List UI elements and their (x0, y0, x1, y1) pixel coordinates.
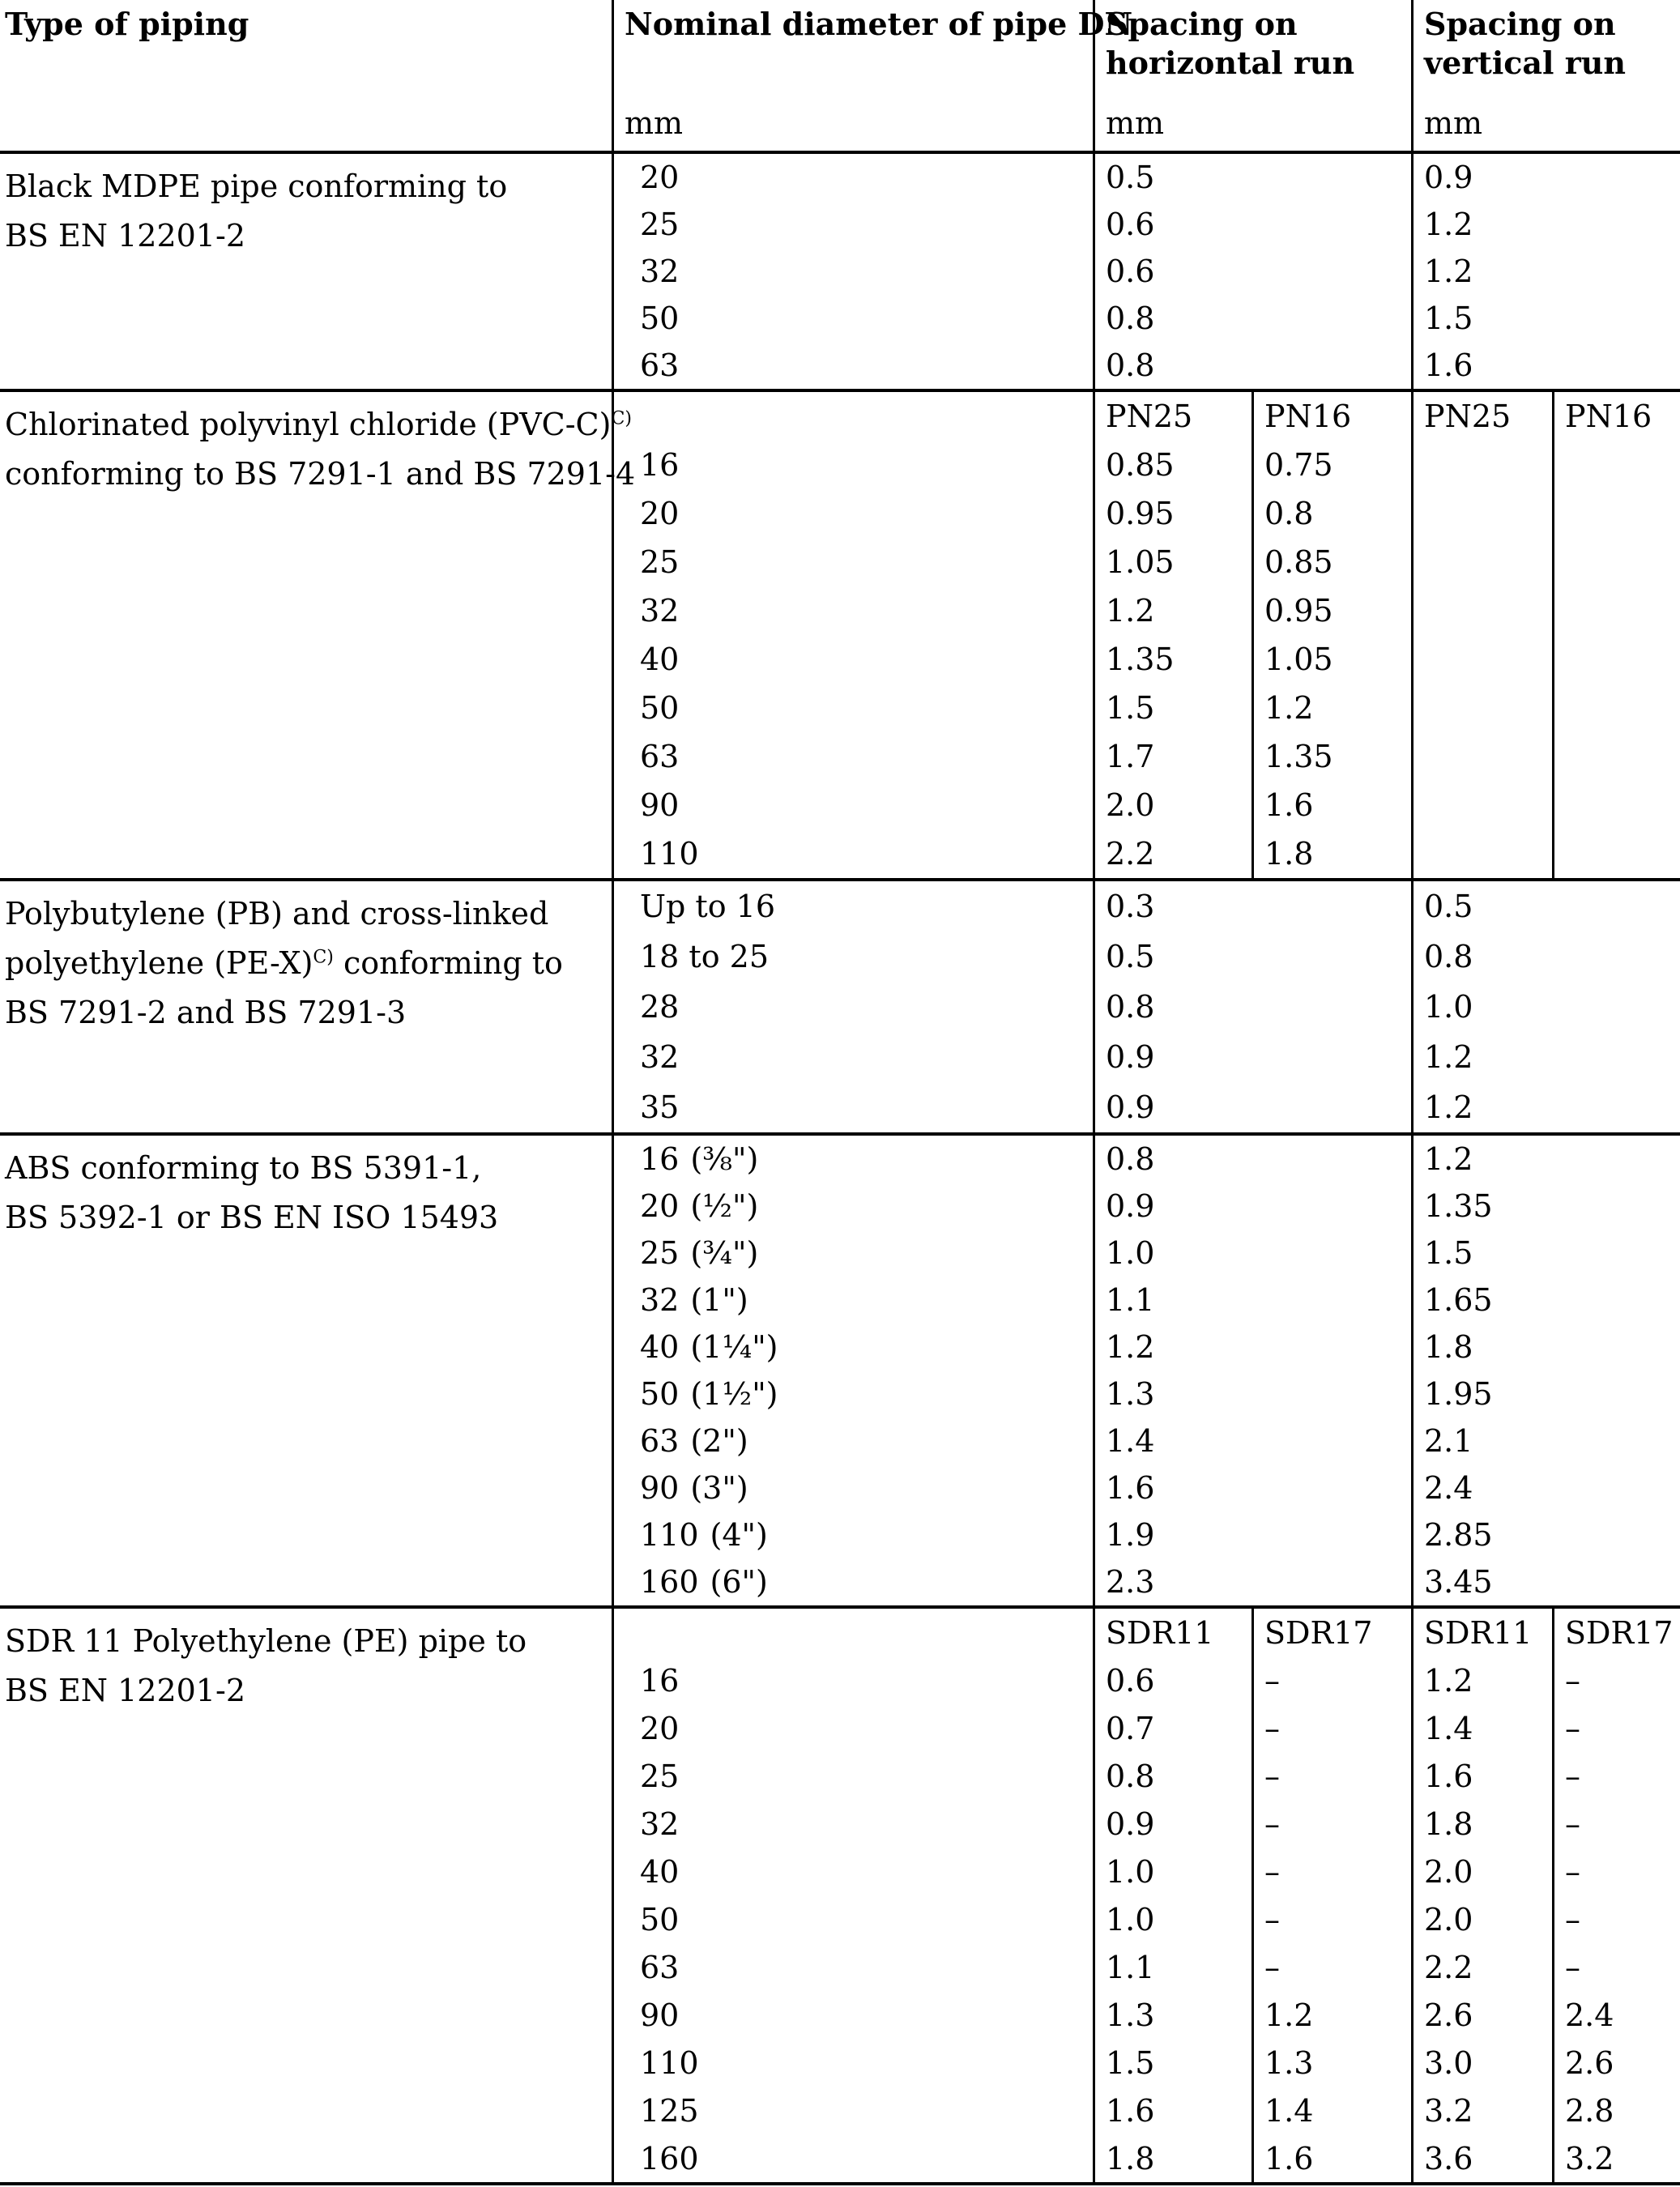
diameter-cell (612, 1136, 1093, 1183)
diameter-suffix: (3") (690, 1470, 748, 1506)
diameter-value: 125 (640, 2092, 699, 2129)
diameter-value: 110 (640, 1517, 699, 1553)
diameter-suffix: (4") (710, 1517, 768, 1553)
spacing-vertical-cell (1552, 781, 1680, 829)
diameter-cell (612, 2134, 1093, 2182)
header-spacing-horizontal (1093, 0, 1411, 151)
spacing-horizontal-cell: 1.6 (1251, 781, 1411, 829)
header-horizontal-title: Spacing on horizontal run (1106, 6, 1355, 81)
spacing-vertical-cell: 2.6 (1411, 1991, 1552, 2039)
diameter-cell (612, 1511, 1093, 1558)
diameter-value: 40 (640, 1853, 680, 1890)
spacing-vertical-cell (1552, 489, 1680, 538)
diameter-cell (612, 1082, 1093, 1132)
spacing-vertical-cell: 0.8 (1411, 932, 1680, 982)
spacing-horizontal-cell: 1.05 (1251, 635, 1411, 684)
diameter-value: 32 (640, 1039, 680, 1075)
spacing-horizontal-cell: 0.8 (1093, 1752, 1251, 1800)
spacing-horizontal-cell: 1.6 (1093, 2087, 1251, 2134)
diameter-cell (612, 1371, 1093, 1418)
spacing-vertical-cell: 1.35 (1411, 1183, 1680, 1230)
spacing-vertical-cell (1411, 538, 1552, 586)
spacing-vertical-cell: 1.2 (1411, 1082, 1680, 1132)
spacing-horizontal-cell: 0.6 (1093, 1656, 1251, 1704)
type-line (5, 450, 636, 499)
spacing-vertical-cell: – (1552, 1800, 1680, 1848)
spacing-horizontal-cell: 1.35 (1251, 732, 1411, 781)
pipe-block-black-mdpe (0, 151, 1680, 389)
spacing-horizontal-cell: 1.4 (1093, 1418, 1411, 1464)
spacing-vertical-cell: 2.4 (1411, 1464, 1680, 1511)
diameter-value: 20 (640, 1710, 680, 1746)
spacing-horizontal-cell: 0.8 (1093, 342, 1411, 389)
diameter-cell (612, 1183, 1093, 1230)
spacing-horizontal-cell: – (1251, 1656, 1411, 1704)
sub-header-cell: PN25 (1411, 392, 1552, 441)
diameter-cell (612, 829, 1093, 878)
header-vertical-title: Spacing on vertical run (1424, 6, 1626, 81)
spacing-horizontal-cell: 0.3 (1093, 881, 1411, 932)
spacing-horizontal-cell: 1.0 (1093, 1848, 1251, 1895)
spacing-vertical-cell (1411, 781, 1552, 829)
type-text: BS EN 12201-2 (5, 1672, 246, 1708)
table-header (0, 0, 1680, 151)
spacing-horizontal-cell: 0.8 (1093, 295, 1411, 342)
diameter-cell (612, 295, 1093, 342)
diameter-value: 40 (640, 1329, 680, 1365)
diameter-value: 32 (640, 593, 680, 629)
diameter-suffix: (⅜") (690, 1141, 759, 1177)
unit-label: mm (1424, 104, 1483, 141)
diameter-cell (612, 732, 1093, 781)
type-text: Polybutylene (PB) and cross-linked (5, 896, 549, 932)
spacing-horizontal-cell: 0.9 (1093, 1183, 1411, 1230)
spacing-vertical-cell: 1.95 (1411, 1371, 1680, 1418)
spacing-vertical-cell (1552, 732, 1680, 781)
spacing-vertical-cell: 1.8 (1411, 1800, 1552, 1848)
header-type-title: Type of piping (5, 6, 249, 42)
spacing-vertical-cell: 1.2 (1411, 1032, 1680, 1082)
type-text: Black MDPE pipe conforming to (5, 168, 508, 204)
spacing-horizontal-cell: 0.5 (1093, 932, 1411, 982)
diameter-value: 18 to 25 (640, 939, 770, 974)
type-line (5, 889, 605, 939)
diameter-cell (612, 248, 1093, 295)
spacing-vertical-cell (1552, 829, 1680, 878)
spacing-horizontal-cell: – (1251, 1895, 1411, 1943)
spacing-horizontal-cell: 1.7 (1093, 732, 1251, 781)
spacing-horizontal-cell: 1.6 (1251, 2134, 1411, 2182)
type-line (5, 988, 605, 1038)
spacing-vertical-cell (1552, 538, 1680, 586)
spacing-horizontal-cell: 1.8 (1093, 2134, 1251, 2182)
spacing-vertical-cell: 1.2 (1411, 1136, 1680, 1183)
spacing-horizontal-cell: 0.6 (1093, 201, 1411, 248)
type-text: BS 7291-2 and BS 7291-3 (5, 994, 407, 1030)
diameter-suffix: (2") (690, 1423, 748, 1459)
spacing-vertical-cell: 3.2 (1552, 2134, 1680, 2182)
diameter-cell (612, 2087, 1093, 2134)
diameter-suffix: (1") (690, 1282, 748, 1318)
spacing-vertical-cell: 2.6 (1552, 2039, 1680, 2087)
diameter-value: 16 (640, 447, 680, 483)
spacing-vertical-cell (1552, 586, 1680, 635)
diameter-value: 16 (640, 1662, 680, 1699)
unit-label: mm (1106, 104, 1165, 141)
diameter-value: 90 (640, 1470, 680, 1506)
diameter-value: 90 (640, 1997, 680, 2033)
table-body (0, 151, 1680, 2185)
type-line (5, 1666, 605, 1716)
spacing-horizontal-cell: 0.8 (1251, 489, 1411, 538)
type-text: SDR 11 Polyethylene (PE) pipe to (5, 1623, 527, 1659)
footnote-marker: C) (313, 947, 334, 968)
spacing-horizontal-cell: 1.05 (1093, 538, 1251, 586)
diameter-value: 32 (640, 1805, 680, 1842)
diameter-cell (612, 1704, 1093, 1752)
spacing-horizontal-cell: 1.3 (1093, 1371, 1411, 1418)
spacing-horizontal-cell: 2.0 (1093, 781, 1251, 829)
spacing-vertical-cell: 1.2 (1411, 248, 1680, 295)
diameter-value: 20 (640, 496, 680, 531)
spacing-horizontal-cell: 0.95 (1093, 489, 1251, 538)
spacing-vertical-cell: 1.5 (1411, 295, 1680, 342)
spacing-horizontal-cell: 1.2 (1093, 586, 1251, 635)
spacing-horizontal-cell: 1.0 (1093, 1230, 1411, 1277)
diameter-value: 63 (640, 1423, 680, 1459)
spacing-vertical-cell: 1.65 (1411, 1277, 1680, 1324)
diameter-cell (612, 1230, 1093, 1277)
sub-header-cell: SDR11 (1411, 1609, 1552, 1656)
spacing-horizontal-cell: 2.2 (1093, 829, 1251, 878)
type-text: conforming to (333, 944, 563, 981)
spacing-vertical-cell: 1.2 (1411, 1656, 1552, 1704)
spacing-vertical-cell: – (1552, 1943, 1680, 1991)
spacing-horizontal-cell: 0.8 (1093, 982, 1411, 1032)
diameter-cell (612, 538, 1093, 586)
type-text: Chlorinated polyvinyl chloride (PVC-C) (5, 407, 612, 442)
diameter-cell (612, 1656, 1093, 1704)
diameter-cell (612, 1943, 1093, 1991)
diameter-value: 50 (640, 301, 680, 336)
diameter-value: 50 (640, 1901, 680, 1938)
pipe-type-cell (0, 154, 612, 389)
diameter-cell (612, 1464, 1093, 1511)
diameter-value: 110 (640, 2044, 699, 2081)
unit-label: mm (625, 104, 684, 141)
diameter-value: 32 (640, 254, 680, 289)
diameter-value: 25 (640, 1235, 680, 1271)
spacing-horizontal-cell: – (1251, 1704, 1411, 1752)
diameter-value: 160 (640, 1564, 699, 1600)
diameter-value: 63 (640, 347, 680, 383)
diameter-cell (612, 586, 1093, 635)
diameter-cell (612, 154, 1093, 201)
spacing-vertical-cell (1411, 441, 1552, 489)
diameter-suffix: (¾") (690, 1235, 759, 1271)
spacing-vertical-cell: – (1552, 1704, 1680, 1752)
diameter-cell (612, 982, 1093, 1032)
spacing-horizontal-cell: 0.6 (1093, 248, 1411, 295)
diameter-value: 25 (640, 207, 680, 242)
spacing-vertical-cell: 1.2 (1411, 201, 1680, 248)
spacing-vertical-cell (1411, 732, 1552, 781)
type-line (5, 1193, 605, 1243)
diameter-cell (612, 1418, 1093, 1464)
spacing-vertical-cell: 2.0 (1411, 1848, 1552, 1895)
sub-header-cell: SDR17 (1251, 1609, 1411, 1656)
spacing-horizontal-cell: 1.8 (1251, 829, 1411, 878)
spacing-horizontal-cell: 1.5 (1093, 684, 1251, 732)
diameter-cell (612, 881, 1093, 932)
spacing-horizontal-cell: 0.85 (1251, 538, 1411, 586)
type-line (5, 400, 632, 450)
footnote-marker: C) (611, 408, 632, 429)
spacing-horizontal-cell: 0.5 (1093, 154, 1411, 201)
spacing-horizontal-cell: 1.4 (1251, 2087, 1411, 2134)
diameter-cell (612, 1609, 1093, 1656)
spacing-vertical-cell (1411, 489, 1552, 538)
header-nominal-diameter (612, 0, 1133, 151)
pipe-block-pvc-c (0, 389, 1680, 878)
spacing-vertical-cell: – (1552, 1895, 1680, 1943)
pipe-type-cell (0, 881, 612, 1132)
spacing-horizontal-cell: 0.7 (1093, 1704, 1251, 1752)
spacing-horizontal-cell: 1.3 (1251, 2039, 1411, 2087)
spacing-horizontal-cell: 0.75 (1251, 441, 1411, 489)
spacing-vertical-cell: 3.2 (1411, 2087, 1552, 2134)
type-text: conforming to BS 7291-1 and BS 7291-4 (5, 455, 636, 492)
spacing-vertical-cell: 1.6 (1411, 1752, 1552, 1800)
spacing-horizontal-cell: 0.95 (1251, 586, 1411, 635)
diameter-value: 28 (640, 989, 680, 1025)
spacing-horizontal-cell: 0.9 (1093, 1032, 1411, 1082)
spacing-vertical-cell: 2.0 (1411, 1895, 1552, 1943)
spacing-horizontal-cell: 0.9 (1093, 1800, 1251, 1848)
diameter-value: 110 (640, 836, 699, 872)
header-dia-title: Nominal diameter of pipe DN (625, 6, 1133, 42)
diameter-cell (612, 1558, 1093, 1605)
pipe-type-cell (0, 1609, 612, 2182)
diameter-cell (612, 441, 1093, 489)
diameter-value: 35 (640, 1089, 680, 1125)
type-line (5, 939, 605, 988)
header-type-of-piping (0, 0, 612, 151)
spacing-vertical-cell (1411, 684, 1552, 732)
spacing-horizontal-cell: – (1251, 1848, 1411, 1895)
spacing-vertical-cell: 0.5 (1411, 881, 1680, 932)
diameter-suffix: (6") (710, 1564, 768, 1600)
spacing-horizontal-cell: 0.85 (1093, 441, 1251, 489)
diameter-cell (612, 2039, 1093, 2087)
type-text: BS EN 12201-2 (5, 217, 246, 254)
diameter-cell (612, 1752, 1093, 1800)
spacing-vertical-cell: 1.0 (1411, 982, 1680, 1032)
spacing-vertical-cell: 1.4 (1411, 1704, 1552, 1752)
spacing-vertical-cell: 2.4 (1552, 1991, 1680, 2039)
spacing-horizontal-cell: 1.0 (1093, 1895, 1251, 1943)
pipe-block-sdr11-pe (0, 1605, 1680, 2185)
spacing-vertical-cell: 3.0 (1411, 2039, 1552, 2087)
diameter-cell (612, 1324, 1093, 1371)
diameter-value: 50 (640, 690, 680, 726)
spacing-vertical-cell: 3.45 (1411, 1558, 1680, 1605)
spacing-vertical-cell: 0.9 (1411, 154, 1680, 201)
diameter-value: 63 (640, 739, 680, 774)
diameter-cell (612, 1277, 1093, 1324)
header-spacing-vertical (1411, 0, 1680, 151)
spacing-horizontal-cell: 1.9 (1093, 1511, 1411, 1558)
diameter-cell (612, 635, 1093, 684)
spacing-vertical-cell (1552, 441, 1680, 489)
pipe-block-abs (0, 1132, 1680, 1605)
pipe-type-cell (0, 392, 636, 878)
type-line (5, 1617, 605, 1666)
spacing-vertical-cell: – (1552, 1656, 1680, 1704)
spacing-horizontal-cell: 0.9 (1093, 1082, 1411, 1132)
type-line (5, 1144, 605, 1193)
spacing-horizontal-cell: 1.2 (1251, 1991, 1411, 2039)
diameter-cell (612, 342, 1093, 389)
spacing-vertical-cell: 1.6 (1411, 342, 1680, 389)
diameter-value: 16 (640, 1141, 680, 1177)
spacing-vertical-cell: 3.6 (1411, 2134, 1552, 2182)
spacing-vertical-cell: 1.5 (1411, 1230, 1680, 1277)
spacing-vertical-cell: 1.8 (1411, 1324, 1680, 1371)
sub-header-cell: PN16 (1552, 392, 1680, 441)
diameter-suffix: (1¼") (690, 1329, 778, 1365)
diameter-value: Up to 16 (640, 889, 776, 924)
spacing-horizontal-cell: – (1251, 1752, 1411, 1800)
diameter-cell (612, 1800, 1093, 1848)
spacing-vertical-cell (1411, 586, 1552, 635)
spacing-vertical-cell (1552, 635, 1680, 684)
spacing-horizontal-cell: 0.8 (1093, 1136, 1411, 1183)
diameter-suffix: (½") (690, 1188, 759, 1224)
pipe-block-pb-pex (0, 878, 1680, 1132)
spacing-horizontal-cell: 1.2 (1251, 684, 1411, 732)
diameter-cell (612, 1848, 1093, 1895)
diameter-value: 25 (640, 1758, 680, 1794)
diameter-cell (612, 201, 1093, 248)
diameter-value: 20 (640, 1188, 680, 1224)
diameter-value: 32 (640, 1282, 680, 1318)
sub-header-cell: PN16 (1251, 392, 1411, 441)
spacing-horizontal-cell: – (1251, 1800, 1411, 1848)
spacing-vertical-cell (1411, 829, 1552, 878)
spacing-horizontal-cell: 1.2 (1093, 1324, 1411, 1371)
diameter-value: 90 (640, 787, 680, 823)
diameter-cell (612, 1991, 1093, 2039)
sub-header-cell: PN25 (1093, 392, 1251, 441)
spacing-horizontal-cell: 1.5 (1093, 2039, 1251, 2087)
type-text: BS 5392-1 or BS EN ISO 15493 (5, 1199, 499, 1235)
diameter-suffix: (1½") (690, 1376, 778, 1412)
type-text: ABS conforming to BS 5391-1, (5, 1150, 482, 1186)
diameter-cell (612, 489, 1093, 538)
diameter-value: 25 (640, 544, 680, 580)
diameter-value: 160 (640, 2140, 699, 2176)
sub-header-cell: SDR17 (1552, 1609, 1680, 1656)
diameter-value: 63 (640, 1949, 680, 1985)
sub-header-cell: SDR11 (1093, 1609, 1251, 1656)
diameter-cell (612, 1895, 1093, 1943)
spacing-vertical-cell (1411, 635, 1552, 684)
diameter-cell (612, 932, 1093, 982)
spacing-horizontal-cell: 1.6 (1093, 1464, 1411, 1511)
spacing-vertical-cell: – (1552, 1848, 1680, 1895)
diameter-cell (612, 684, 1093, 732)
spacing-horizontal-cell: – (1251, 1943, 1411, 1991)
spacing-vertical-cell: – (1552, 1752, 1680, 1800)
spacing-horizontal-cell: 2.3 (1093, 1558, 1411, 1605)
spacing-vertical-cell: 2.8 (1552, 2087, 1680, 2134)
spacing-vertical-cell: 2.85 (1411, 1511, 1680, 1558)
diameter-cell (612, 1032, 1093, 1082)
diameter-value: 20 (640, 160, 680, 195)
diameter-value: 40 (640, 642, 680, 677)
diameter-cell (612, 781, 1093, 829)
pipe-type-cell (0, 1136, 612, 1605)
spacing-horizontal-cell: 1.1 (1093, 1943, 1251, 1991)
diameter-value: 50 (640, 1376, 680, 1412)
spacing-vertical-cell (1552, 684, 1680, 732)
type-line (5, 211, 605, 261)
spacing-horizontal-cell: 1.1 (1093, 1277, 1411, 1324)
type-text: polyethylene (PE-X) (5, 944, 313, 981)
type-line (5, 162, 605, 211)
spacing-horizontal-cell: 1.35 (1093, 635, 1251, 684)
spacing-vertical-cell: 2.1 (1411, 1418, 1680, 1464)
spacing-vertical-cell: 2.2 (1411, 1943, 1552, 1991)
spacing-horizontal-cell: 1.3 (1093, 1991, 1251, 2039)
diameter-cell (612, 392, 1093, 441)
